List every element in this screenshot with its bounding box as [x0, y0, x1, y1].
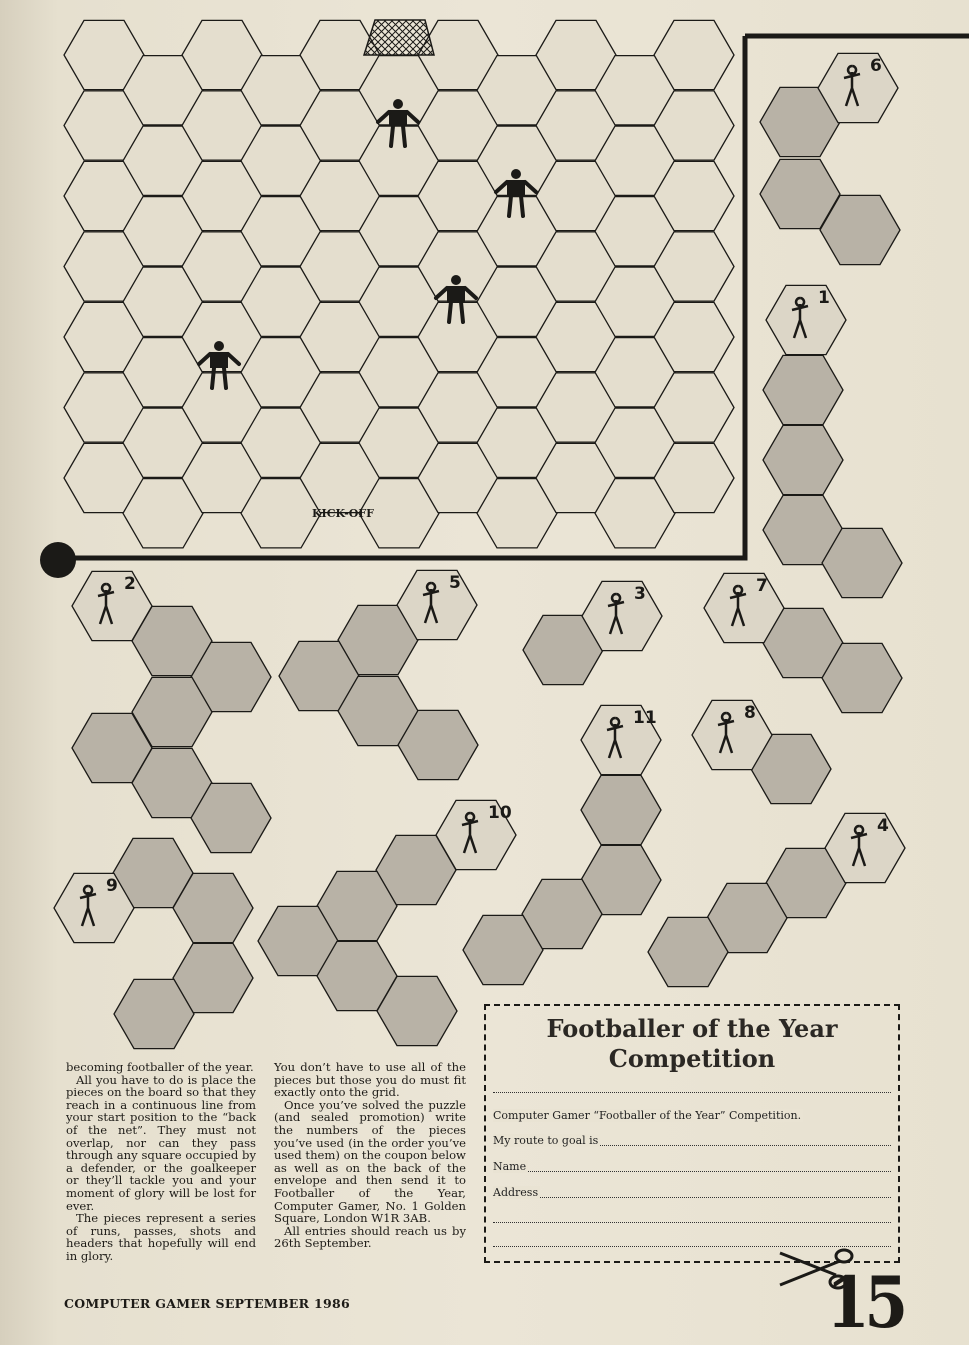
piece-number: 4 [877, 816, 889, 836]
piece-hex [581, 775, 661, 844]
coupon-intro: Computer Gamer “Footballer of the Year” Competition. [493, 1109, 802, 1122]
article-paragraph: The pieces represent a series of runs, passes, shots and headers that hopefully will end in glory. [66, 1211, 256, 1263]
piece-number: 11 [633, 708, 657, 728]
start-spot [40, 542, 76, 578]
article-column-middle [274, 1061, 466, 1250]
piece-number: 9 [106, 876, 118, 896]
piece-number: 7 [756, 576, 768, 596]
piece-number: 10 [488, 803, 512, 823]
piece-number: 5 [449, 573, 461, 593]
piece-number: 3 [634, 584, 646, 604]
piece-hex [763, 355, 843, 424]
address-field-line[interactable] [493, 1222, 891, 1223]
piece-number: 8 [744, 703, 756, 723]
coupon-rule [493, 1092, 891, 1093]
puzzle-piece-6[interactable] [760, 53, 900, 264]
address-label: Address [493, 1186, 539, 1199]
puzzle-piece-1[interactable] [763, 285, 902, 597]
kickoff-label: KICK-OFF [312, 507, 374, 520]
puzzle-piece-3[interactable] [523, 581, 662, 684]
route-label: My route to goal is [493, 1134, 599, 1147]
piece-number: 6 [870, 56, 882, 76]
piece-head-hex [766, 285, 846, 354]
article-paragraph: becoming footballer of the year. [66, 1060, 254, 1074]
name-label: Name [493, 1160, 527, 1173]
article-paragraph: Once you’ve solved the puzzle (and sealed promotion) write the numbers of the pieces you’ve used (in the order you’ve used them) on the coupon below as well as on the back of the envelope and then send it to Footballer of the Year, Computer Gamer, No. 1 Golden Square, London W1R 3AB. [274, 1097, 466, 1226]
coupon-title-line: Competition [608, 1044, 776, 1073]
article-paragraph: All you have to do is place the pieces on the board so that they reach in a continuous line from your start position to the “back of the net”. They must not overlap, nor can they pass through any square occupied by a defender, or the goalkeeper or they’ll tackle you and your moment of glory will be lost for ever. [66, 1072, 256, 1213]
puzzle-piece-9[interactable] [54, 838, 253, 1048]
address-field[interactable] [493, 1197, 891, 1198]
piece-hex [763, 425, 843, 494]
puzzle-piece-5[interactable] [279, 570, 478, 779]
page-number: 15 [826, 1261, 903, 1344]
coupon-title-line: Footballer of the Year [546, 1014, 838, 1043]
puzzle-piece-2[interactable] [72, 571, 271, 852]
piece-number: 1 [818, 288, 830, 308]
entry-coupon [484, 1004, 900, 1263]
goal-net-icon [364, 20, 434, 55]
article-paragraph: All entries should reach us by 26th September. [274, 1223, 466, 1251]
piece-number: 2 [124, 574, 136, 594]
puzzle-piece-8[interactable] [692, 700, 831, 803]
article-paragraph: You don’t have to use all of the pieces but those you do must fit exactly onto the grid. [274, 1060, 466, 1100]
coupon-title [486, 1014, 898, 1074]
publication-footer: COMPUTER GAMER SEPTEMBER 1986 [64, 1296, 350, 1311]
article-column-left [66, 1061, 256, 1263]
name-field[interactable] [493, 1171, 891, 1172]
puzzle-piece-4[interactable] [648, 813, 905, 986]
puzzle-piece-10[interactable] [258, 800, 516, 1045]
